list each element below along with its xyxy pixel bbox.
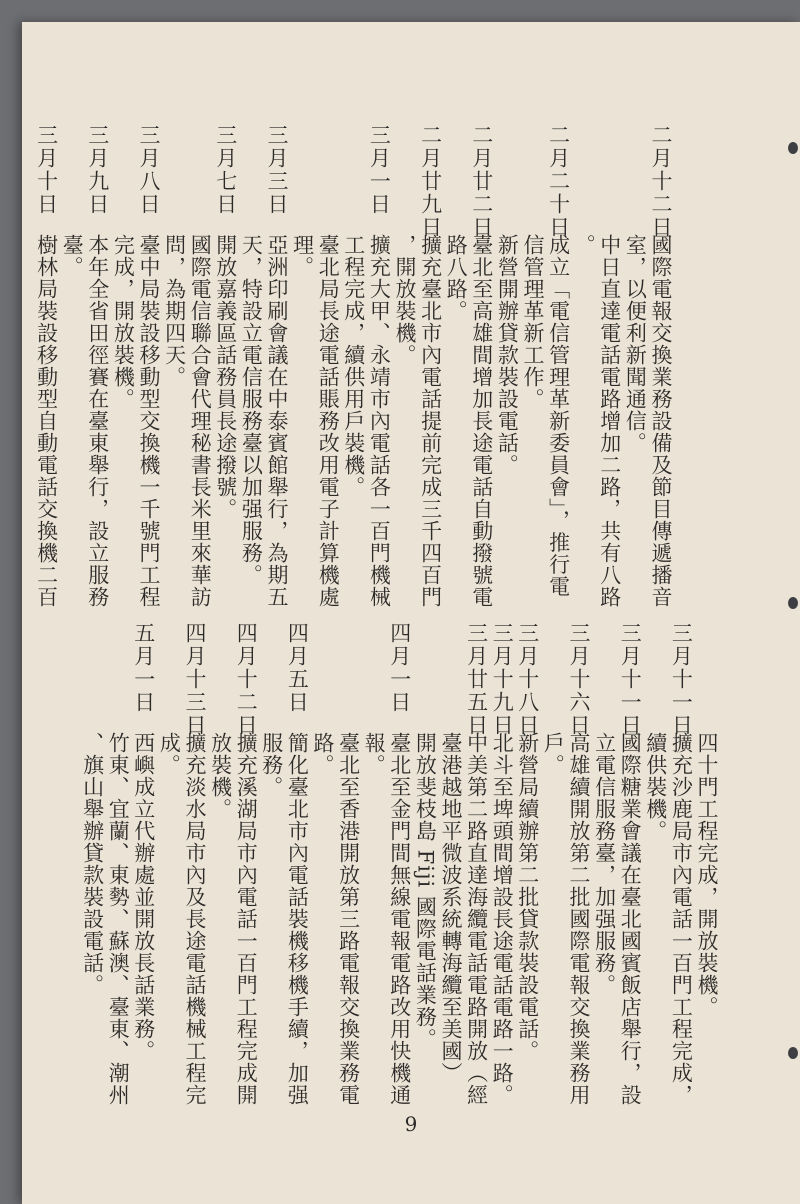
lower-entry-text-7-1: 報。 bbox=[362, 732, 387, 776]
upper-entry-date-2: 二月廿二日 bbox=[469, 124, 494, 239]
upper-entry-text-5-1: 天，特設立電信服務臺以加强服務。 bbox=[239, 234, 264, 586]
upper-entry-date-6: 三月七日 bbox=[213, 124, 238, 216]
document-page bbox=[22, 22, 800, 1204]
upper-entry-text-7-1: 完成，開放裝機。 bbox=[111, 234, 136, 410]
lower-entry-date-7: 四月一日 bbox=[387, 622, 412, 714]
upper-entry-text-1-1: 信管理革新工作。 bbox=[521, 234, 545, 410]
lower-entry-text-11-1: 竹東、宜蘭、東勢、蘇澳、臺東、潮州 bbox=[106, 732, 131, 1106]
lower-entry-date-10: 四月十三日 bbox=[183, 622, 207, 737]
upper-entry-date-1: 二月二十日 bbox=[546, 124, 571, 239]
upper-entry-text-9-0: 樹林局裝設移動型自動電話交換機二百 bbox=[34, 234, 59, 608]
upper-entry-date-7: 三月八日 bbox=[137, 124, 161, 216]
lower-entry-date-3: 三月十六日 bbox=[567, 622, 591, 737]
upper-entry-text-6-0: 開放嘉義區話務員長途撥號。 bbox=[213, 234, 238, 520]
lower-entry-text-3-0: 高雄續開放第二批國際電報交換業務用 bbox=[567, 732, 591, 1106]
upper-entry-date-4: 三月一日 bbox=[367, 124, 392, 216]
upper-entry-text-8-1: 臺。 bbox=[60, 234, 85, 278]
upper-entry-text-5-0: 亞洲印刷會議在中泰賓館舉行，為期五 bbox=[265, 234, 289, 608]
lower-entry-text-8-1: 服務。 bbox=[259, 732, 284, 798]
upper-entry-text-6-2: 問，為期四天。 bbox=[162, 234, 187, 388]
upper-entry-date-9: 三月十日 bbox=[34, 124, 59, 216]
lower-entry-date-6: 三月廿五日 bbox=[464, 622, 489, 737]
upper-entry-text-4-2: 臺北局長途電話賬務改用電子計算機處 bbox=[316, 234, 341, 608]
lower-entry-date-9: 四月十二日 bbox=[234, 622, 259, 737]
upper-entry-text-3-0: 擴充臺北市內電話提前完成三千四百門 bbox=[418, 234, 443, 608]
lower-entry-date-8: 四月五日 bbox=[285, 622, 310, 714]
lower-entry-text-8-0: 簡化臺北市內電話裝機移機手續，加强 bbox=[285, 732, 310, 1106]
lower-entry-text-11-0: 西嶼成立代辦處並開放長話業務。 bbox=[131, 732, 156, 1062]
upper-entry-text-2-0: 臺北至高雄間增加長途電話自動撥號電 bbox=[469, 234, 494, 608]
lower-entry-text-7-0: 臺北至金門間無線電報電路改用快機通 bbox=[387, 732, 412, 1106]
upper-entry-text-1-2: 新營開辦貸款裝設電話。 bbox=[495, 234, 520, 476]
lower-entry-date-1: 三月十一日 bbox=[669, 622, 694, 737]
lower-entry-text-3-1: 戶。 bbox=[541, 732, 566, 776]
lower-entry-text-10-1: 成。 bbox=[157, 732, 182, 776]
binder-hole bbox=[788, 142, 798, 154]
upper-entry-text-1-0: 成立「電信管理革新委員會」，推行電 bbox=[546, 234, 571, 598]
lower-entry-text-10-0: 擴充淡水局市內及長途電話機械工程完 bbox=[183, 732, 207, 1106]
upper-entry-text-0-1: 室，以便利新聞通信。 bbox=[623, 234, 648, 454]
lower-entry-text-6-1: 臺港越地平微波系統轉海纜至美國） bbox=[439, 732, 463, 1084]
lower-entry-text-9-0: 擴充溪湖局市內電話一百門工程完成開 bbox=[234, 732, 259, 1106]
lower-entry-date-2: 三月十一日 bbox=[618, 622, 643, 737]
upper-entry-text-0-0: 國際電報交換業務設備及節目傳遞播音 bbox=[649, 234, 673, 608]
lower-entry-text-7-3: 路。 bbox=[311, 732, 335, 776]
lower-entry-date-11: 五月一日 bbox=[131, 622, 156, 714]
upper-entry-text-4-0: 擴充大甲、永靖市內電話各一百門機械 bbox=[367, 234, 392, 608]
lower-entry-text-4-0: 新營局續辦第二批貸款裝設電話。 bbox=[515, 732, 540, 1062]
page-number: 9 bbox=[404, 1112, 418, 1136]
binder-hole bbox=[788, 1047, 798, 1059]
lower-entry-text-2-1: 立電信服務臺，加强服務。 bbox=[592, 732, 617, 996]
upper-entry-date-0: 二月十二日 bbox=[649, 124, 673, 239]
lower-entry-text-5-0: 北斗至埤頭間增設長途電話電路一路。 bbox=[490, 732, 515, 1106]
lower-entry-text-0-0: 四十門工程完成，開放裝機。 bbox=[695, 732, 719, 1018]
lower-entry-text-11-2: 、旗山舉辦貸款裝設電話。 bbox=[80, 732, 105, 996]
upper-entry-text-7-0: 臺中局裝設移動型交換機一千號門工程 bbox=[137, 234, 161, 608]
upper-entry-date-8: 三月九日 bbox=[85, 124, 110, 216]
binder-hole bbox=[788, 597, 798, 609]
upper-entry-text-4-1: 工程完成，續供用戶裝機。 bbox=[341, 234, 366, 498]
lower-entry-text-6-2: 開放斐枝島 Fiji 國際電話業務。 bbox=[413, 732, 438, 1050]
lower-entry-date-5: 三月十九日 bbox=[490, 622, 515, 737]
lower-entry-text-1-1: 續供裝機。 bbox=[643, 732, 668, 842]
lower-entry-text-9-1: 放裝機。 bbox=[208, 732, 233, 820]
lower-entry-text-6-0: 中美第二路直達海纜電話電路開放（經 bbox=[464, 732, 489, 1106]
upper-entry-text-8-0: 本年全省田徑賽在臺東舉行，設立服務 bbox=[85, 234, 110, 608]
lower-entry-text-2-0: 國際糖業會議在臺北國賓飯店舉行，設 bbox=[618, 732, 643, 1106]
lower-entry-text-7-2: 臺北至香港開放第三路電報交換業務電 bbox=[336, 732, 361, 1106]
upper-entry-text-0-2: 中日直達電話電路增加二路，共有八路 bbox=[597, 234, 622, 608]
lower-entry-date-4: 三月十八日 bbox=[515, 622, 540, 737]
upper-entry-date-3: 二月廿九日 bbox=[418, 124, 443, 239]
upper-entry-text-2-1: 路八路。 bbox=[444, 234, 469, 322]
upper-entry-text-4-3: 理。 bbox=[290, 234, 315, 278]
lower-entry-text-1-0: 擴充沙鹿局市內電話一百門工程完成， bbox=[669, 732, 694, 1106]
upper-entry-text-6-1: 國際電信聯合會代理秘書長米里來華訪 bbox=[188, 234, 213, 608]
upper-entry-text-0-3: 。 bbox=[572, 234, 597, 256]
upper-entry-date-5: 三月三日 bbox=[265, 124, 289, 216]
upper-entry-text-3-1: ，開放裝機。 bbox=[393, 234, 417, 366]
